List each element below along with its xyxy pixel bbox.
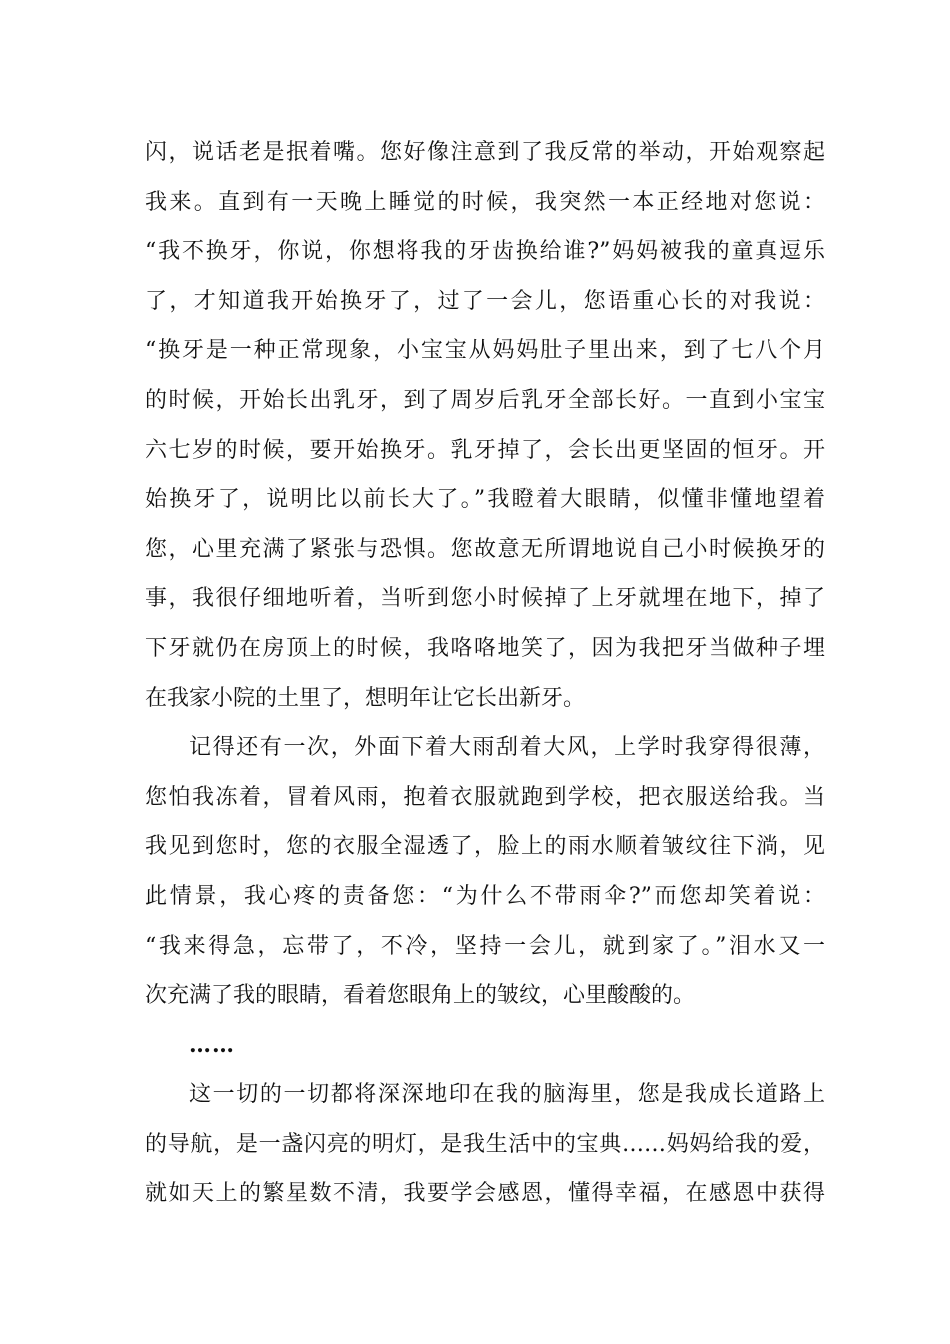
text-line: 六七岁的时候，要开始换牙。乳牙掉了，会长出更坚固的恒牙。开 [145,437,825,463]
text-line: 次充满了我的眼睛，看着您眼角上的皱纹，心里酸酸的。 [145,983,696,1009]
text-line: 您，心里充满了紧张与恐惧。您故意无所谓地说自己小时候换牙的 [145,536,825,562]
essay-body [145,128,825,1219]
text-line: 了，才知道我开始换牙了，过了一会儿，您语重心长的对我说： [145,288,825,314]
paragraph-start-line: 这一切的一切都将深深地印在我的脑海里，您是我成长道路上 [189,1082,825,1108]
text-line: “我来得急，忘带了，不冷，坚持一会儿，就到家了。”泪水又一 [145,933,825,959]
text-line: 我见到您时，您的衣服全湿透了，脸上的雨水顺着皱纹往下淌，见 [145,834,825,860]
text-line: 就如天上的繁星数不清，我要学会感恩，懂得幸福，在感恩中获得 [145,1181,825,1207]
text-line: “我不换牙，你说，你想将我的牙齿换给谁?”妈妈被我的童真逗乐 [145,239,825,265]
text-line: 此情景，我心疼的责备您：“为什么不带雨伞?”而您却笑着说： [145,883,825,909]
text-line: 您怕我冻着，冒着风雨，抱着衣服就跑到学校，把衣服送给我。当 [145,784,825,810]
text-line: 闪，说话老是抿着嘴。您好像注意到了我反常的举动，开始观察起 [145,140,825,165]
text-line: 的时候，开始长出乳牙，到了周岁后乳牙全部长好。一直到小宝宝 [145,387,825,413]
text-line: “换牙是一种正常现象，小宝宝从妈妈肚子里出来，到了七八个月 [145,338,825,364]
text-line: 始换牙了，说明比以前长大了。”我瞪着大眼睛，似懂非懂地望着 [145,487,825,513]
text-line: 事，我很仔细地听着，当听到您小时候掉了上牙就埋在地下，掉了 [145,586,825,612]
text-line: 的导航，是一盏闪亮的明灯，是我生活中的宝典……妈妈给我的爱， [145,1131,825,1157]
text-line: 我来。直到有一天晚上睡觉的时候，我突然一本正经地对您说： [145,189,825,215]
text-line: 在我家小院的土里了，想明年让它长出新牙。 [145,685,586,711]
ellipsis-line: …… [189,1031,235,1058]
paragraph-start-line: 记得还有一次，外面下着大雨刮着大风，上学时我穿得很薄， [189,735,825,761]
text-line: 下牙就仍在房顶上的时候，我咯咯地笑了，因为我把牙当做种子埋 [145,635,825,661]
